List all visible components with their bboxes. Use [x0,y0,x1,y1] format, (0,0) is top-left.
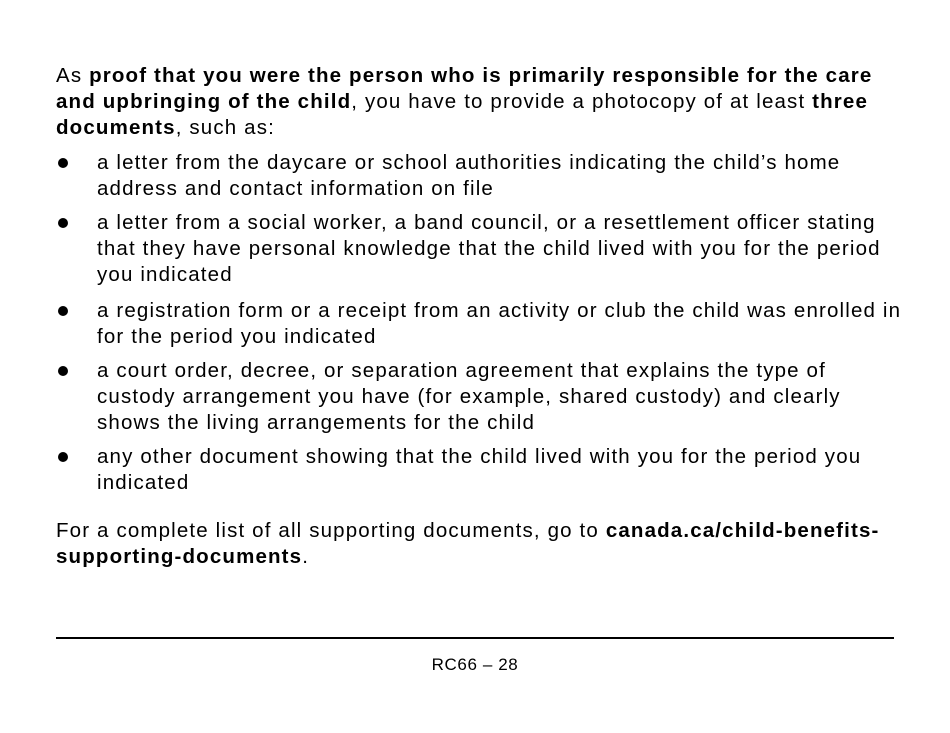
page-content [56,63,906,570]
footer-divider [56,637,894,639]
list-item-text: a letter from the daycare or school authorities indicating the child’s home address and contact information on file [97,151,841,200]
list-item-text: a court order, decree, or separation agreement that explains the type of custody arrangement you have (for example, shared custody) and clearly shows the living arrangements for the child [97,359,841,434]
list-item [56,210,906,288]
intro-text-3: , such as: [175,116,275,139]
document-list [56,150,906,496]
list-item-text: any other document showing that the child lived with you for the period you indicated [97,445,862,494]
intro-paragraph [56,63,906,141]
intro-bold-2: three documents [56,90,869,139]
intro-text-2: , you have to provide a photocopy of at least [351,90,813,113]
outro-paragraph [56,518,906,570]
bullet-dot-icon [58,366,68,376]
bullet-dot-icon [58,158,68,168]
bullet-dot-icon [58,452,68,462]
list-item-text: a registration form or a receipt from an activity or club the child was enrolled in for the period you indicated [97,299,902,348]
supporting-documents-link[interactable]: canada.ca/child-benefits-supporting-documents [56,519,880,568]
list-item [56,358,906,436]
intro-bold-1: proof that you were the person who is primarily responsible for the care and upbringing of the child [56,64,873,113]
bullet-dot-icon [58,306,68,316]
list-item [56,444,906,496]
bullet-dot-icon [58,218,68,228]
outro-text-1: For a complete list of all supporting documents, go to [56,519,606,542]
list-item [56,150,906,202]
outro-text-2: . [302,545,310,568]
list-item-text: a letter from a social worker, a band council, or a resettlement officer stating that they have personal knowledge that the child lived with you for the period you indicated [97,211,881,286]
page-number: RC66 – 28 [431,655,519,674]
intro-text-1: As [56,64,90,87]
list-item [56,298,906,350]
